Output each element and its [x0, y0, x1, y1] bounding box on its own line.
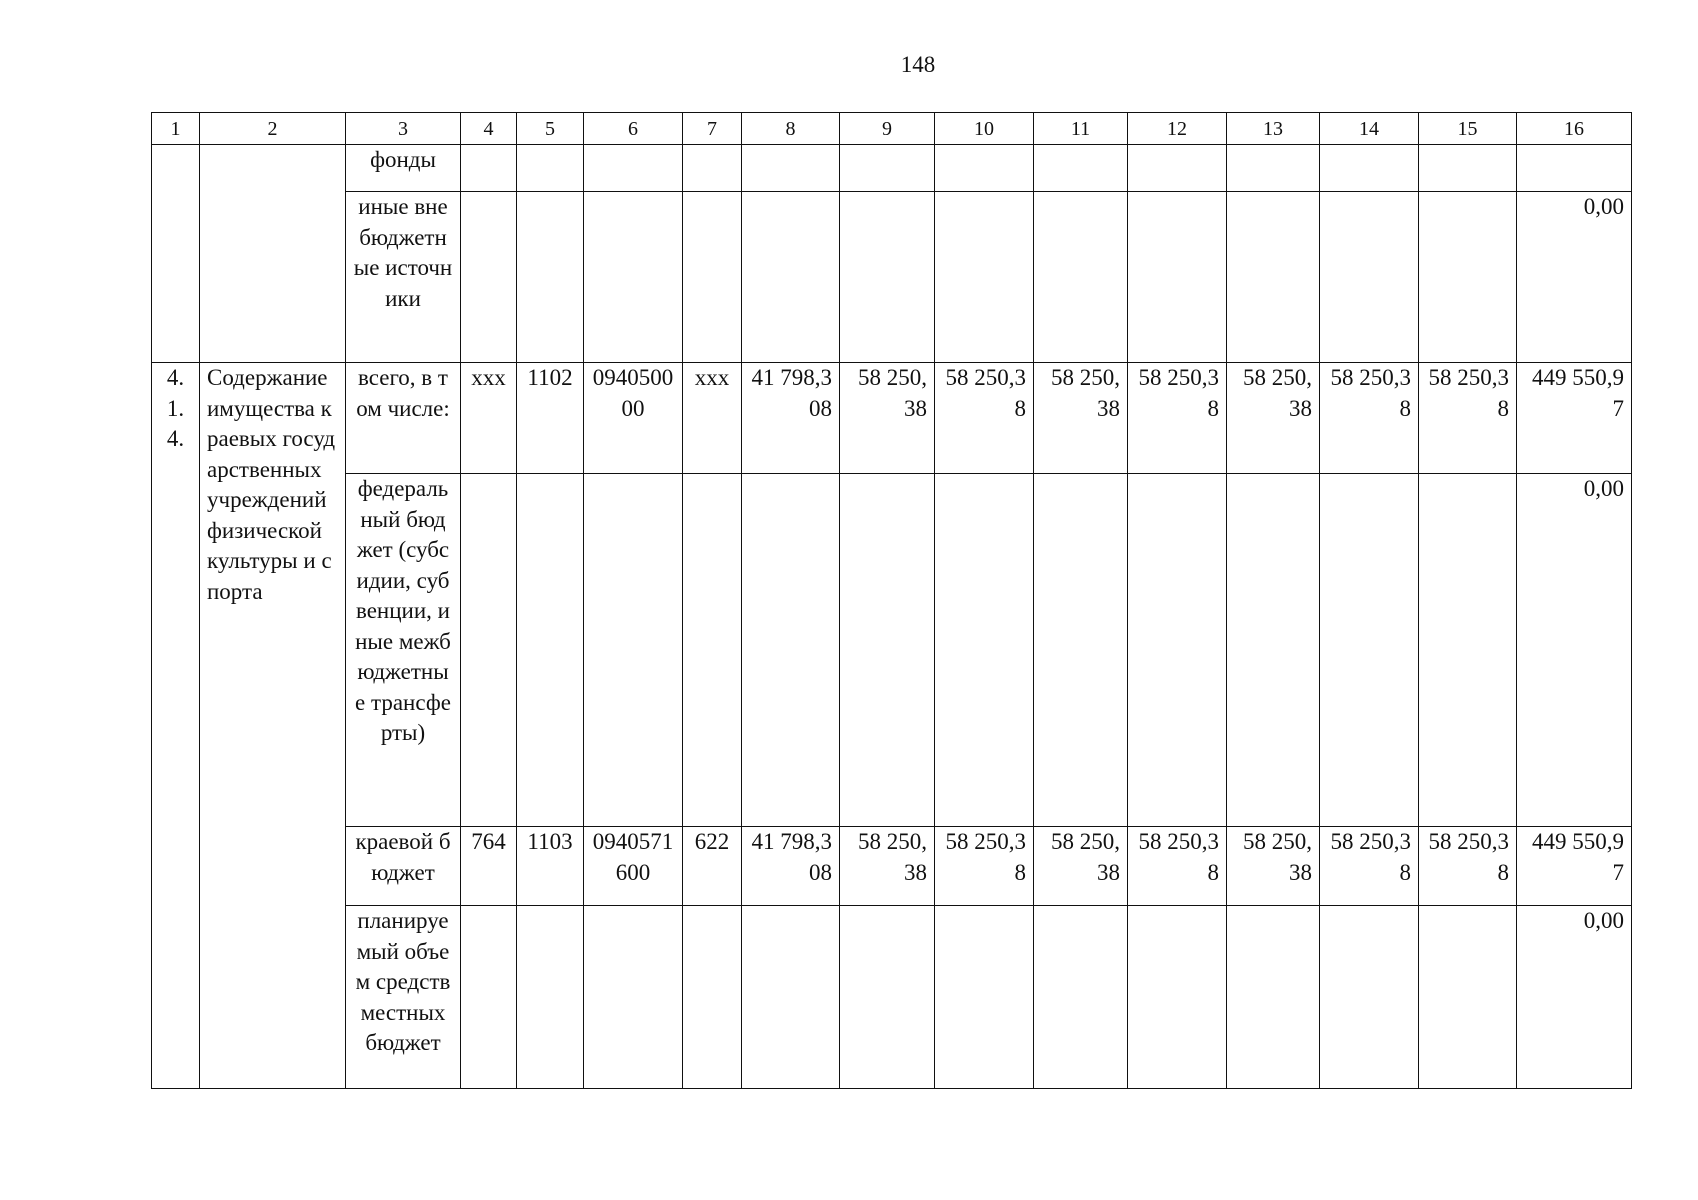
- table-row-vsego: [152, 363, 1632, 474]
- source-label: планируемый объем средств местных бюджет: [346, 906, 461, 1089]
- code-csr: 0940571600: [584, 827, 683, 906]
- table-row-inye-vnebyudzhetnye: [152, 192, 1632, 363]
- value-cell: 58 250,38: [1227, 827, 1320, 906]
- item-number: 4. 1. 4.: [152, 363, 200, 1089]
- header-cell: 11: [1034, 113, 1128, 145]
- empty-cell: [935, 145, 1034, 192]
- code-csr: 094050000: [584, 363, 683, 474]
- header-cell: 16: [1517, 113, 1632, 145]
- value-cell: 58 250,38: [1320, 827, 1419, 906]
- empty-cell: [840, 145, 935, 192]
- empty-cell: [1419, 906, 1517, 1089]
- value-cell: 58 250,38: [840, 827, 935, 906]
- code-vr: 622: [683, 827, 742, 906]
- source-label: иные внебюджетные источники: [346, 192, 461, 363]
- empty-cell: [1419, 474, 1517, 827]
- code-grbs: 764: [461, 827, 517, 906]
- empty-cell: [461, 145, 517, 192]
- empty-cell: [1419, 145, 1517, 192]
- value-cell: 58 250,38: [1320, 363, 1419, 474]
- empty-cell: [461, 192, 517, 363]
- source-label: краевой бюджет: [346, 827, 461, 906]
- empty-cell: [584, 145, 683, 192]
- empty-cell: [1227, 474, 1320, 827]
- header-cell: 3: [346, 113, 461, 145]
- empty-cell: [584, 906, 683, 1089]
- empty-cell: [517, 906, 584, 1089]
- empty-cell: [584, 192, 683, 363]
- value-cell: 58 250,38: [840, 363, 935, 474]
- empty-cell: [1034, 474, 1128, 827]
- empty-cell: [935, 474, 1034, 827]
- header-cell: 12: [1128, 113, 1227, 145]
- table-row-federalnyi: [152, 474, 1632, 827]
- header-cell: 2: [200, 113, 346, 145]
- value-cell: 58 250,38: [935, 363, 1034, 474]
- empty-cell: [742, 192, 840, 363]
- source-label: федеральный бюджет (субсидии, субвенции, иные межбюджетные трансферты): [346, 474, 461, 827]
- empty-cell: [1128, 145, 1227, 192]
- empty-cell: [1227, 906, 1320, 1089]
- empty-cell: [584, 474, 683, 827]
- empty-cell: [742, 145, 840, 192]
- empty-cell: [517, 192, 584, 363]
- empty-cell: [742, 474, 840, 827]
- value-cell: 58 250,38: [1419, 363, 1517, 474]
- page-number: 148: [900, 52, 936, 77]
- empty-cell: [1034, 192, 1128, 363]
- value-cell: 41 798,308: [742, 363, 840, 474]
- source-label: всего, в том числе:: [346, 363, 461, 474]
- empty-cell: [1320, 906, 1419, 1089]
- total-value: 0,00: [1517, 906, 1632, 1089]
- item-name: Содержание имущества краевых государственных учреждений физической культуры и спорта: [200, 363, 346, 1089]
- empty-cell: [1320, 474, 1419, 827]
- empty-cell: [683, 906, 742, 1089]
- header-cell: 5: [517, 113, 584, 145]
- empty-cell: [200, 145, 346, 363]
- source-label: фонды: [346, 145, 461, 192]
- value-cell: 58 250,38: [1128, 363, 1227, 474]
- header-cell: 6: [584, 113, 683, 145]
- value-cell: 58 250,38: [1128, 827, 1227, 906]
- code-rzpr: 1103: [517, 827, 584, 906]
- empty-cell: [461, 474, 517, 827]
- header-cell: 1: [152, 113, 200, 145]
- header-cell: 14: [1320, 113, 1419, 145]
- table-row-kraevoi: [152, 827, 1632, 906]
- budget-table: [151, 112, 1632, 1089]
- empty-cell: [683, 192, 742, 363]
- table-row-fondy: [152, 145, 1632, 192]
- code-grbs: ххх: [461, 363, 517, 474]
- empty-cell: [840, 192, 935, 363]
- empty-cell: [840, 906, 935, 1089]
- empty-cell: [517, 145, 584, 192]
- empty-cell: [1320, 192, 1419, 363]
- empty-cell: [1034, 145, 1128, 192]
- total-value: 0,00: [1517, 192, 1632, 363]
- empty-cell: [1320, 145, 1419, 192]
- code-rzpr: 1102: [517, 363, 584, 474]
- total-value: 0,00: [1517, 474, 1632, 827]
- header-cell: 15: [1419, 113, 1517, 145]
- empty-cell: [461, 906, 517, 1089]
- empty-cell: [935, 906, 1034, 1089]
- empty-cell: [742, 906, 840, 1089]
- empty-cell: [683, 474, 742, 827]
- empty-cell: [1227, 145, 1320, 192]
- empty-cell: [1128, 906, 1227, 1089]
- value-cell: 58 250,38: [935, 827, 1034, 906]
- empty-cell: [1128, 474, 1227, 827]
- total-value: 449 550,97: [1517, 827, 1632, 906]
- empty-cell: [935, 192, 1034, 363]
- value-cell: 58 250,38: [1034, 363, 1128, 474]
- header-row: [152, 113, 1632, 145]
- header-cell: 7: [683, 113, 742, 145]
- header-cell: 13: [1227, 113, 1320, 145]
- header-cell: 9: [840, 113, 935, 145]
- value-cell: 58 250,38: [1227, 363, 1320, 474]
- value-cell: 41 798,308: [742, 827, 840, 906]
- empty-cell: [1227, 192, 1320, 363]
- empty-cell: [152, 145, 200, 363]
- empty-cell: [1419, 192, 1517, 363]
- empty-cell: [1034, 906, 1128, 1089]
- empty-cell: [1517, 145, 1632, 192]
- table-row-planiruemyi: [152, 906, 1632, 1089]
- empty-cell: [517, 474, 584, 827]
- code-vr: ххх: [683, 363, 742, 474]
- header-cell: 10: [935, 113, 1034, 145]
- value-cell: 58 250,38: [1034, 827, 1128, 906]
- header-cell: 8: [742, 113, 840, 145]
- header-cell: 4: [461, 113, 517, 145]
- value-cell: 58 250,38: [1419, 827, 1517, 906]
- empty-cell: [840, 474, 935, 827]
- empty-cell: [683, 145, 742, 192]
- empty-cell: [1128, 192, 1227, 363]
- total-value: 449 550,97: [1517, 363, 1632, 474]
